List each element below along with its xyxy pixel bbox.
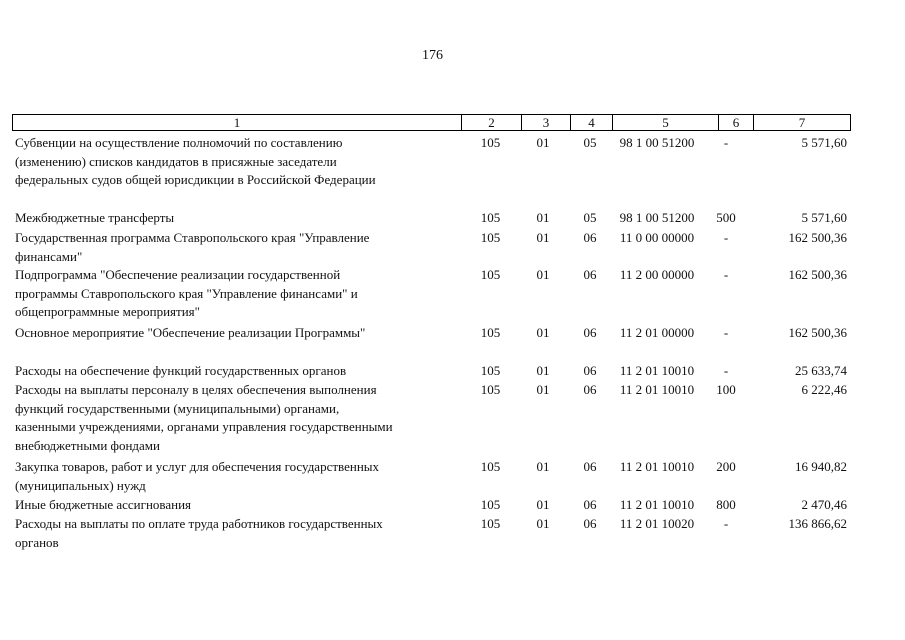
row-c4: 06 — [583, 363, 597, 378]
row-c5: 11 2 01 10020 — [619, 516, 695, 531]
row-c5: 11 2 00 00000 — [619, 267, 695, 282]
row-c3: 01 — [536, 459, 550, 474]
row-c6: - — [723, 135, 729, 150]
row-c7: 6 222,46 — [801, 382, 847, 397]
row-c6: - — [723, 325, 729, 340]
row-description — [15, 496, 465, 515]
row-c2: 105 — [480, 267, 501, 282]
row-description-line: Межбюджетные трансферты — [15, 210, 175, 225]
row-c3: 01 — [536, 325, 550, 340]
row-c4: 06 — [583, 516, 597, 531]
row-c4: 06 — [583, 497, 597, 512]
row-description-line: финансами" — [15, 248, 83, 264]
header-col-5: 5 — [612, 115, 718, 130]
row-description-line: (муниципальных) нужд — [15, 477, 146, 493]
row-description-line: Расходы на выплаты по оплате труда работников государственных — [15, 516, 383, 531]
row-c6: 500 — [716, 210, 736, 225]
row-c2: 105 — [480, 459, 501, 474]
row-c6: 100 — [716, 382, 736, 397]
row-description — [15, 229, 465, 266]
row-c6: - — [723, 230, 729, 245]
row-c3: 01 — [536, 135, 550, 150]
row-description-line: Подпрограмма "Обеспечение реализации государственной — [15, 267, 341, 282]
row-c2: 105 — [480, 135, 501, 150]
row-description-line: (изменению) списков кандидатов в присяжные заседатели — [15, 153, 337, 169]
row-c4: 05 — [583, 135, 597, 150]
row-c7: 5 571,60 — [801, 210, 847, 225]
row-c2: 105 — [480, 516, 501, 531]
row-description — [15, 209, 465, 228]
row-description-line: казенными учреждениями, органами управления государственными — [15, 419, 393, 434]
row-c6: 200 — [716, 459, 736, 474]
row-c5: 98 1 00 51200 — [619, 210, 695, 225]
row-description-line: федеральных судов общей юрисдикции в Российской Федерации — [15, 172, 376, 187]
row-description — [15, 324, 465, 343]
row-description-line: Расходы на обеспечение функций государственных органов — [15, 363, 347, 378]
row-description-line: Закупка товаров, работ и услуг для обеспечения государственных — [15, 459, 380, 474]
row-c2: 105 — [480, 230, 501, 245]
row-c4: 05 — [583, 210, 597, 225]
row-c2: 105 — [480, 363, 501, 378]
row-c5: 98 1 00 51200 — [619, 135, 695, 150]
row-c6: - — [723, 516, 729, 531]
row-description-line: внебюджетными фондами — [15, 437, 160, 453]
row-description-line: Государственная программа Ставропольского края "Управление — [15, 230, 370, 245]
row-description-line: Иные бюджетные ассигнования — [15, 497, 192, 512]
row-description — [15, 134, 465, 190]
header-col-3: 3 — [521, 115, 570, 130]
table-header — [12, 114, 851, 131]
row-c7: 25 633,74 — [795, 363, 847, 378]
row-description-line: Расходы на выплаты персоналу в целях обеспечения выполнения — [15, 382, 377, 397]
row-c2: 105 — [480, 382, 501, 397]
row-description-line: общепрограммные мероприятия" — [15, 304, 200, 319]
row-description — [15, 458, 465, 495]
row-c5: 11 0 00 00000 — [619, 230, 695, 245]
row-c3: 01 — [536, 210, 550, 225]
row-c2: 105 — [480, 210, 501, 225]
header-col-4: 4 — [570, 115, 612, 130]
row-c3: 01 — [536, 230, 550, 245]
header-col-2: 2 — [461, 115, 521, 130]
page-number: 176 — [422, 48, 443, 63]
row-c4: 06 — [583, 459, 597, 474]
row-description-line: Основное мероприятие "Обеспечение реализации Программы" — [15, 325, 366, 340]
header-col-1: 1 — [233, 115, 241, 130]
row-description — [15, 362, 465, 381]
row-c3: 01 — [536, 497, 550, 512]
row-c6: 800 — [716, 497, 736, 512]
row-description-line: программы Ставропольского края "Управление финансами" и — [15, 285, 358, 301]
row-c4: 06 — [583, 325, 597, 340]
row-c5: 11 2 01 10010 — [619, 497, 695, 512]
row-c4: 06 — [583, 230, 597, 245]
row-c6: - — [723, 363, 729, 378]
row-c7: 5 571,60 — [801, 135, 847, 150]
row-c2: 105 — [480, 325, 501, 340]
row-c7: 16 940,82 — [795, 459, 847, 474]
row-description-line: Субвенции на осуществление полномочий по составлению — [15, 135, 343, 150]
row-c3: 01 — [536, 382, 550, 397]
row-c6: - — [723, 267, 729, 282]
header-col-7: 7 — [753, 115, 850, 130]
row-c3: 01 — [536, 516, 550, 531]
row-c5: 11 2 01 10010 — [619, 459, 695, 474]
row-c2: 105 — [480, 497, 501, 512]
row-c5: 11 2 01 10010 — [619, 363, 695, 378]
row-c5: 11 2 01 10010 — [619, 382, 695, 397]
row-c7: 162 500,36 — [788, 325, 847, 340]
row-c5: 11 2 01 00000 — [619, 325, 695, 340]
row-description-line: органов — [15, 534, 59, 550]
header-col-6: 6 — [718, 115, 753, 130]
row-c7: 136 866,62 — [788, 516, 847, 531]
row-c7: 162 500,36 — [788, 267, 847, 282]
row-description — [15, 515, 465, 552]
row-c7: 2 470,46 — [801, 497, 847, 512]
row-c4: 06 — [583, 267, 597, 282]
row-c3: 01 — [536, 267, 550, 282]
row-c7: 162 500,36 — [788, 230, 847, 245]
row-c4: 06 — [583, 382, 597, 397]
row-description — [15, 266, 465, 322]
row-c3: 01 — [536, 363, 550, 378]
row-description — [15, 381, 465, 455]
row-description-line: функций государственными (муниципальными) органами, — [15, 400, 340, 416]
